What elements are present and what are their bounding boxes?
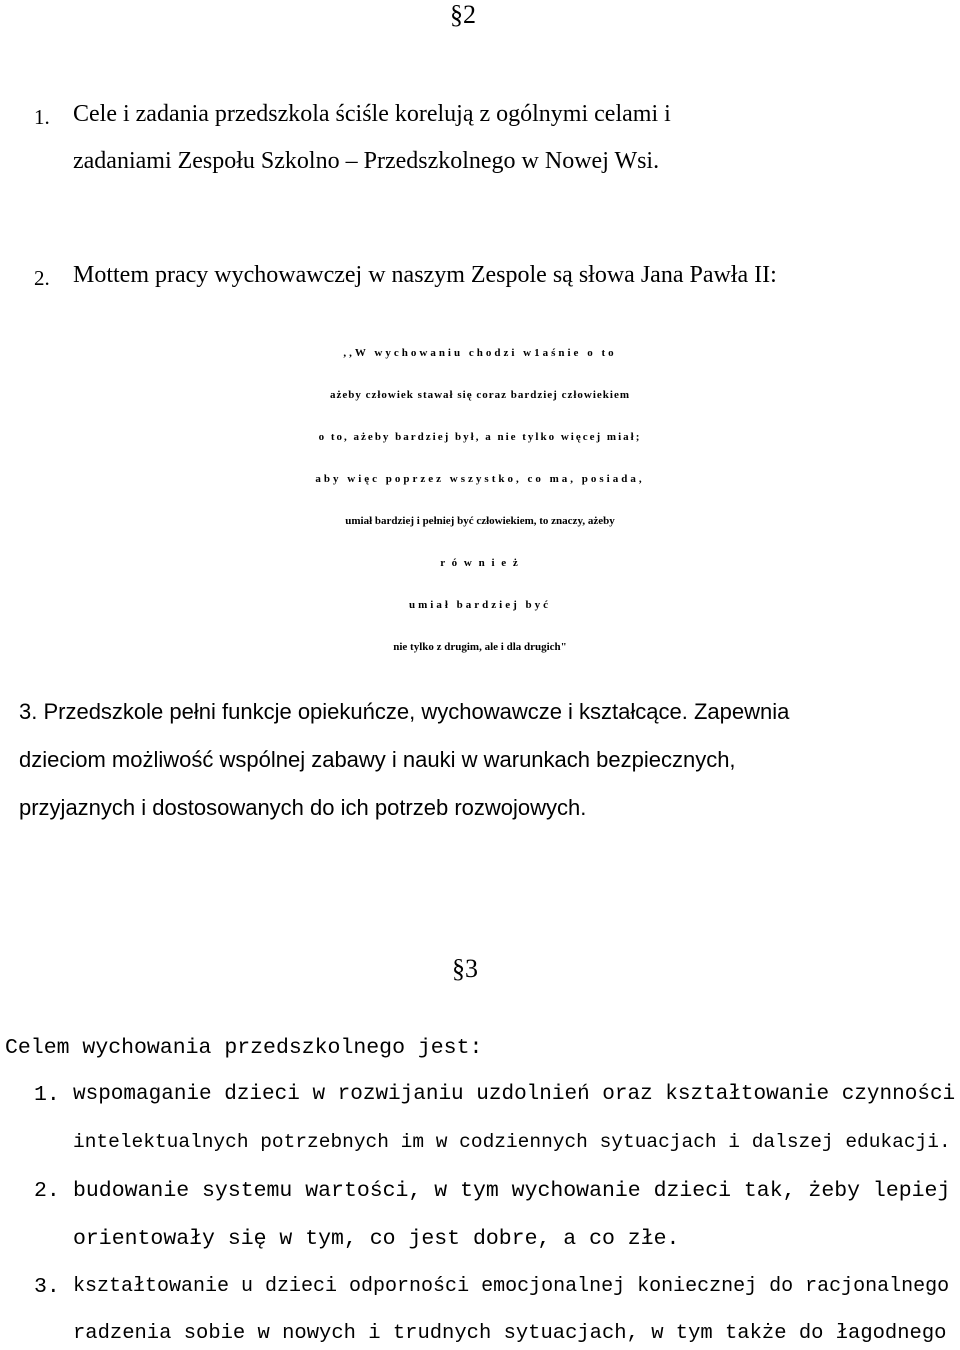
section-3-item-3-line-2: radzenia sobie w nowych i trudnych sytuacjach, w tym także do łagodnego [73,1322,947,1345]
section-3-item-2-line-2: orientowały się w tym, co jest dobre, a co złe. [73,1227,680,1251]
quote-line-4: aby więc poprzez wszystko, co ma, posiada, [315,473,645,485]
section-2-item-1-line-1: Cele i zadania przedszkola ściśle korelują z ogólnymi celami i [73,101,671,127]
quote-line-2: ażeby człowiek stawał się coraz bardziej człowiekiem [329,389,631,401]
quote-line-3: o to, ażeby bardziej był, a nie tylko więcej miał; [318,431,642,443]
quote-line-8: nie tylko z drugim, ale i dla drugich" [393,641,567,653]
section-2-para-3-line-3: przyjaznych i dostosowanych do ich potrzeb rozwojowych. [19,795,587,820]
section-3-item-2-line-1: budowanie systemu wartości, w tym wychowanie dzieci tak, żeby lepiej [73,1179,951,1203]
quote-line-5: umiał bardziej i pełniej być człowiekiem, to znaczy, ażeby [345,515,615,527]
section-3-mark: §3 [452,954,478,983]
section-2-item-2-line-1: Mottem pracy wychowawczej w naszym Zespole są słowa Jana Pawła II: [73,262,777,288]
section-2-para-3-line-1: 3. Przedszkole pełni funkcje opiekuńcze, wychowawcze i kształcące. Zapewnia [19,699,790,724]
section-3-item-2-number: 2. [34,1179,60,1203]
quote-line-6: r ó w n i e ż [440,557,520,569]
section-3-item-3-line-1: kształtowanie u dzieci odporności emocjonalnej koniecznej do racjonalnego [73,1275,950,1298]
section-2-item-1-number: 1. [34,105,50,129]
quote-line-7: umiał bardziej być [409,599,551,611]
section-2-para-3-line-2: dzieciom możliwość wspólnej zabawy i nauki w warunkach bezpiecznych, [19,747,736,772]
section-3-item-3-number: 3. [34,1275,60,1299]
section-3-intro: Celem wychowania przedszkolnego jest: [5,1036,483,1060]
quote-line-1: ,,W wychowaniu chodzi w1aśnie o to [343,347,617,359]
section-3-item-1-line-2: intelektualnych potrzebnych im w codziennych sytuacjach i dalszej edukacji. [73,1131,951,1153]
section-2-item-1-line-2: zadaniami Zespołu Szkolno – Przedszkolnego w Nowej Wsi. [73,148,660,174]
section-2-mark: §2 [450,0,476,29]
section-3-item-1-line-1: wspomaganie dzieci w rozwijaniu uzdolnień oraz kształtowanie czynności [73,1083,956,1106]
section-2-item-2-number: 2. [34,266,50,290]
section-3-item-1-number: 1. [34,1083,60,1107]
